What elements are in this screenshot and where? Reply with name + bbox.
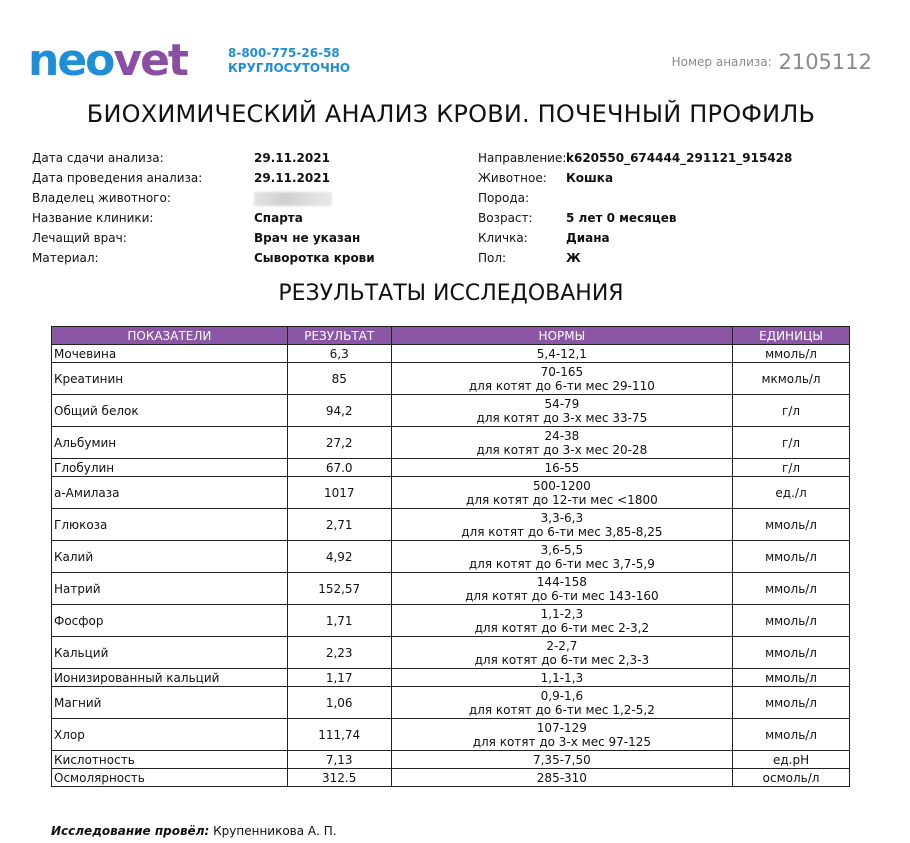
norm-range: 1,1-1,3 (540, 670, 584, 685)
patient-info-left (32, 148, 375, 268)
info-label: Дата сдачи анализа: (32, 151, 164, 165)
table-row (52, 719, 850, 751)
norm-kitten-note: для котят до 6-ти мес 3,85-8,25 (461, 524, 663, 539)
unit-value: ммоль/л (733, 573, 850, 605)
norm-kitten-note: для котят до 3-х мес 20-28 (476, 442, 648, 457)
norm-kitten-note: для котят до 6-ти мес 2,3-3 (474, 652, 650, 667)
performed-by-label: Исследование провёл: (51, 824, 210, 838)
redacted-owner-name (254, 192, 332, 206)
info-row (32, 228, 375, 248)
info-label: Лечащий врач: (32, 231, 127, 245)
norm-kitten-note: для котят до 6-ти мес 1,2-5,2 (468, 702, 655, 717)
info-row (32, 188, 375, 208)
indicator-name: Осмолярность (52, 769, 288, 787)
norm-range: 0,9-1,6 (540, 688, 584, 703)
norm-cell (391, 769, 732, 787)
table-row (52, 477, 850, 509)
info-label: Животное: (478, 171, 547, 185)
norm-kitten-note: для котят до 12-ти мес <1800 (466, 492, 658, 507)
unit-value: ммоль/л (733, 637, 850, 669)
norm-range: 24-38 (544, 428, 580, 443)
result-value: 4,92 (287, 541, 391, 573)
table-row (52, 605, 850, 637)
unit-value: г/л (733, 427, 850, 459)
info-row (478, 228, 792, 248)
result-value: 2,71 (287, 509, 391, 541)
column-header-result: РЕЗУЛЬТАТ (287, 327, 391, 345)
hours-label: КРУГЛОСУТОЧНО (228, 61, 351, 75)
result-value: 67.0 (287, 459, 391, 477)
contact-block (228, 46, 350, 76)
info-row (32, 248, 375, 268)
patient-info-right (478, 148, 792, 268)
indicator-name: Глобулин (52, 459, 288, 477)
analysis-number-label: Номер анализа: (671, 55, 772, 69)
norm-cell (391, 363, 732, 395)
info-label: Дата проведения анализа: (32, 171, 203, 185)
info-row (478, 148, 792, 168)
results-title: РЕЗУЛЬТАТЫ ИССЛЕДОВАНИЯ (278, 281, 624, 306)
info-label: Возраст: (478, 211, 533, 225)
norm-cell (391, 605, 732, 637)
results-table (51, 326, 850, 787)
performed-by (51, 824, 337, 838)
analysis-number-block (672, 50, 872, 74)
norm-cell (391, 395, 732, 427)
unit-value: ед./л (733, 477, 850, 509)
norm-cell (391, 719, 732, 751)
info-label: Пол: (478, 251, 507, 265)
norm-cell (391, 669, 732, 687)
neovet-logo: neovet (28, 35, 187, 86)
result-value: 2,23 (287, 637, 391, 669)
info-row (32, 168, 375, 188)
table-row (52, 637, 850, 669)
norm-cell (391, 637, 732, 669)
indicator-name: Общий белок (52, 395, 288, 427)
norm-kitten-note: для котят до 6-ти мес 3,7-5,9 (468, 556, 655, 571)
indicator-name: Кальций (52, 637, 288, 669)
norm-cell (391, 477, 732, 509)
info-label: Кличка: (478, 231, 528, 245)
indicator-name: Хлор (52, 719, 288, 751)
info-label: Материал: (32, 251, 99, 265)
norm-kitten-note: для котят до 3-х мес 33-75 (476, 410, 648, 425)
norm-range: 1,1-2,3 (540, 606, 584, 621)
table-header-row (52, 327, 850, 345)
table-row (52, 427, 850, 459)
result-value: 1,17 (287, 669, 391, 687)
table-row (52, 459, 850, 477)
info-label: Название клиники: (32, 211, 154, 225)
unit-value: ммоль/л (733, 669, 850, 687)
performed-by-name: Крупенникова А. П. (213, 824, 337, 838)
info-value: 29.11.2021 (254, 151, 330, 165)
indicator-name: Калий (52, 541, 288, 573)
norm-range: 3,6-5,5 (540, 542, 584, 557)
norm-kitten-note: для котят до 6-ти мес 143-160 (465, 588, 659, 603)
result-value: 85 (287, 363, 391, 395)
table-row (52, 769, 850, 787)
norm-cell (391, 541, 732, 573)
result-value: 1,06 (287, 687, 391, 719)
table-row (52, 669, 850, 687)
info-row (478, 248, 792, 268)
norm-cell (391, 573, 732, 605)
table-row (52, 395, 850, 427)
result-value: 1,71 (287, 605, 391, 637)
indicator-name: Натрий (52, 573, 288, 605)
info-row (478, 188, 792, 208)
norm-kitten-note: для котят до 6-ти мес 29-110 (468, 378, 655, 393)
phone-number: 8-800-775-26-58 (228, 46, 340, 60)
indicator-name: Альбумин (52, 427, 288, 459)
indicator-name: Глюкоза (52, 509, 288, 541)
info-value: Диана (566, 231, 610, 245)
norm-kitten-note: для котят до 3-х мес 97-125 (472, 734, 652, 749)
column-header-indicator: ПОКАЗАТЕЛИ (52, 327, 288, 345)
unit-value: ммоль/л (733, 719, 850, 751)
norm-range: 7,35-7,50 (532, 752, 591, 767)
norm-range: 54-79 (544, 396, 580, 411)
result-value: 111,74 (287, 719, 391, 751)
table-row (52, 751, 850, 769)
column-header-unit: ЕДИНИЦЫ (733, 327, 850, 345)
norm-kitten-note: для котят до 6-ти мес 2-3,2 (474, 620, 650, 635)
norm-range: 500-1200 (532, 478, 591, 493)
info-label: Направление: (478, 151, 567, 165)
info-value: Сыворотка крови (254, 251, 375, 265)
unit-value: ммоль/л (733, 509, 850, 541)
info-row (478, 168, 792, 188)
table-row (52, 363, 850, 395)
info-row (32, 148, 375, 168)
info-label: Владелец животного: (32, 191, 171, 205)
norm-cell (391, 427, 732, 459)
info-row (32, 208, 375, 228)
indicator-name: Ионизированный кальций (52, 669, 288, 687)
norm-cell (391, 459, 732, 477)
unit-value: г/л (733, 459, 850, 477)
info-value: 5 лет 0 месяцев (566, 211, 677, 225)
norm-range: 16-55 (544, 460, 580, 475)
unit-value: мкмоль/л (733, 363, 850, 395)
indicator-name: Креатинин (52, 363, 288, 395)
indicator-name: Фосфор (52, 605, 288, 637)
result-value: 312.5 (287, 769, 391, 787)
unit-value: ммоль/л (733, 541, 850, 573)
info-value: Врач не указан (254, 231, 361, 245)
result-value: 152,57 (287, 573, 391, 605)
norm-range: 5,4-12,1 (536, 346, 587, 361)
norm-range: 144-158 (536, 574, 587, 589)
unit-value: ммоль/л (733, 605, 850, 637)
unit-value: ммоль/л (733, 687, 850, 719)
unit-value: ед.pH (733, 751, 850, 769)
result-value: 7,13 (287, 751, 391, 769)
table-row (52, 509, 850, 541)
indicator-name: Кислотность (52, 751, 288, 769)
info-row (478, 208, 792, 228)
info-value: Кошка (566, 171, 614, 185)
info-value: 29.11.2021 (254, 171, 330, 185)
table-row (52, 345, 850, 363)
norm-cell (391, 509, 732, 541)
indicator-name: а-Амилаза (52, 477, 288, 509)
analysis-number: 2105112 (778, 50, 872, 74)
norm-cell (391, 345, 732, 363)
norm-range: 3,3-6,3 (540, 510, 584, 525)
report-title: БИОХИМИЧЕСКИЙ АНАЛИЗ КРОВИ. ПОЧЕЧНЫЙ ПРОФИЛЬ (86, 100, 816, 128)
norm-cell (391, 687, 732, 719)
info-value: Спарта (254, 211, 303, 225)
unit-value: осмоль/л (733, 769, 850, 787)
norm-range: 70-165 (540, 364, 584, 379)
table-row (52, 687, 850, 719)
info-value: Ж (566, 251, 581, 265)
unit-value: ммоль/л (733, 345, 850, 363)
unit-value: г/л (733, 395, 850, 427)
indicator-name: Мочевина (52, 345, 288, 363)
norm-cell (391, 751, 732, 769)
report-header (0, 0, 910, 100)
table-row (52, 541, 850, 573)
indicator-name: Магний (52, 687, 288, 719)
result-value: 6,3 (287, 345, 391, 363)
norm-range: 285-310 (536, 770, 587, 785)
info-label: Порода: (478, 191, 530, 205)
table-row (52, 573, 850, 605)
norm-range: 107-129 (536, 720, 587, 735)
result-value: 94,2 (287, 395, 391, 427)
result-value: 1017 (287, 477, 391, 509)
result-value: 27,2 (287, 427, 391, 459)
info-value: k620550_674444_291121_915428 (566, 151, 793, 165)
column-header-norm: НОРМЫ (391, 327, 732, 345)
norm-range: 2-2,7 (546, 638, 578, 653)
